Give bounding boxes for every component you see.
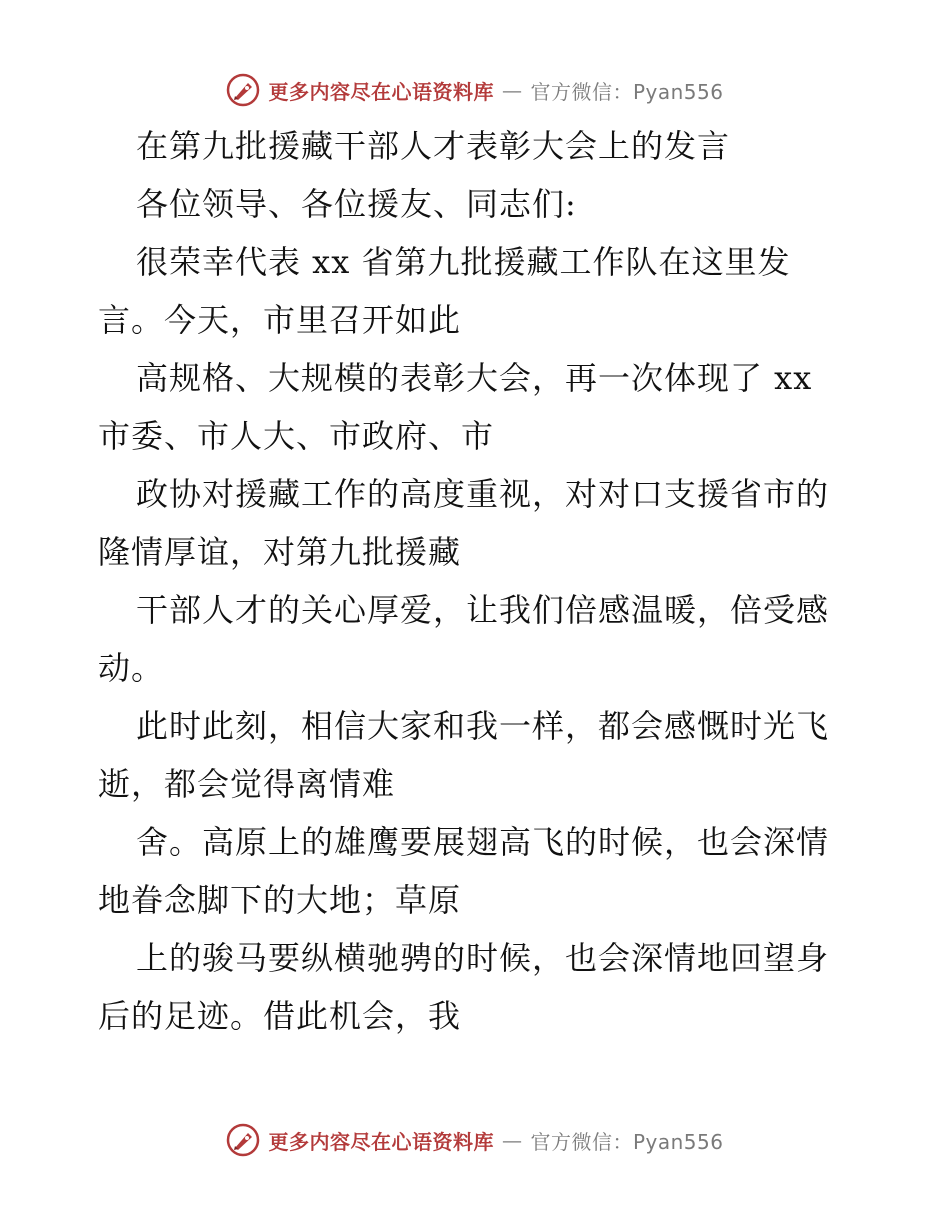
pen-nib-icon xyxy=(226,73,260,107)
paragraph-line: 言。今天，市里召开如此 xyxy=(98,301,462,339)
paragraph-line: 上的骏马要纵横驰骋的时候，也会深情地回望身 xyxy=(136,939,830,977)
paragraph-line: 各位领导、各位援友、同志们: xyxy=(136,185,577,223)
paragraph-line: 逝，都会觉得离情难 xyxy=(98,765,396,803)
paragraph-line: 隆情厚谊，对第九批援藏 xyxy=(98,533,462,571)
paragraph-line: 动。 xyxy=(98,649,165,687)
paragraph-line: 后的足迹。借此机会，我 xyxy=(98,997,462,1035)
document-title: 在第九批援藏干部人才表彰大会上的发言 xyxy=(136,127,731,165)
paragraph-line: 此时此刻，相信大家和我一样，都会感慨时光飞 xyxy=(136,707,830,745)
footer-wechat-text: 官方微信：Pyan556 xyxy=(530,1129,724,1154)
paragraph-line: 很荣幸代表 xx 省第九批援藏工作队在这里发 xyxy=(136,243,791,281)
header-brand-text: 更多内容尽在心语资料库 xyxy=(268,79,494,104)
paragraph-line: 市委、市人大、市政府、市 xyxy=(98,417,495,455)
footer-brand-text: 更多内容尽在心语资料库 xyxy=(268,1129,494,1154)
paragraph-line: 高规格、大规模的表彰大会，再一次体现了 xx xyxy=(136,359,813,397)
page-footer-banner xyxy=(0,1120,950,1160)
pen-nib-icon xyxy=(226,1123,260,1157)
paragraph-line: 舍。高原上的雄鹰要展翅高飞的时候，也会深情 xyxy=(136,823,830,861)
paragraph-line: 干部人才的关心厚爱，让我们倍感温暖，倍受感 xyxy=(136,591,830,629)
paragraph-line: 政协对援藏工作的高度重视，对对口支援省市的 xyxy=(136,475,830,513)
page-header-banner xyxy=(0,70,950,110)
document-body xyxy=(98,117,858,1045)
paragraph-line: 地眷念脚下的大地；草原 xyxy=(98,881,462,919)
header-separator: — xyxy=(501,78,523,102)
header-wechat-text: 官方微信：Pyan556 xyxy=(530,79,724,104)
document-lines xyxy=(98,175,858,1045)
footer-separator: — xyxy=(501,1128,523,1152)
